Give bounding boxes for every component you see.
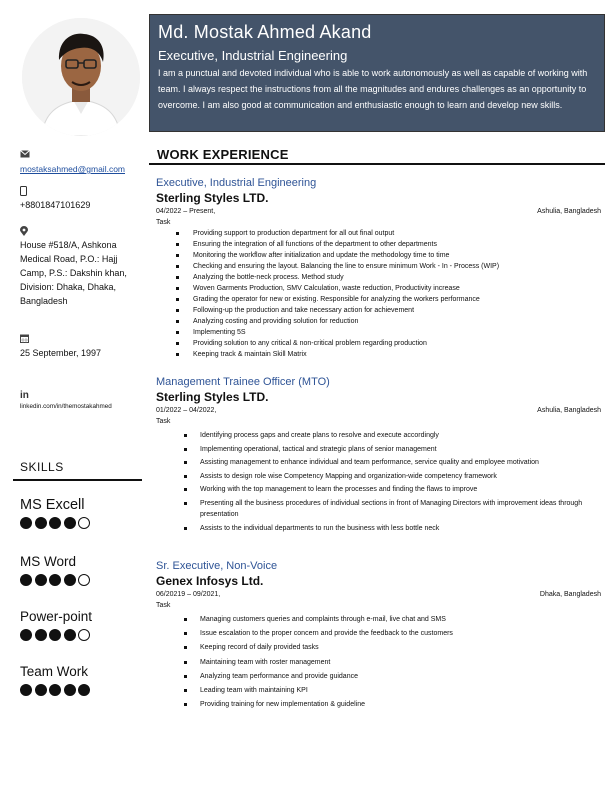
job-dateline — [156, 206, 601, 217]
task-item: Analyzing costing and providing solution for reduction — [156, 316, 601, 327]
envelope-icon — [20, 150, 144, 162]
rating-dot-filled — [20, 629, 32, 641]
job-location: Ashulia, Bangladesh — [537, 407, 601, 414]
rating-dot-filled — [49, 684, 61, 696]
rating-dot-empty — [78, 574, 90, 586]
rating-dot-filled — [64, 574, 76, 586]
email-link[interactable]: mostaksahmed@gmail.com — [20, 164, 125, 174]
task-item: Monitoring the workflow after initialization and update the methodology time to time — [156, 250, 601, 261]
rating-dot-filled — [20, 684, 32, 696]
job-dates: 01/2022 – 04/2022, — [156, 407, 217, 414]
contact-phone-block — [20, 186, 144, 212]
task-item: Managing customers queries and complaints through e-mail, live chat and SMS — [156, 614, 601, 625]
contact-address-block — [20, 226, 144, 308]
rating-dot-empty — [78, 629, 90, 641]
skill-name: Team Work — [20, 664, 89, 679]
linkedin-icon: in — [20, 390, 29, 401]
task-item: Following-up the production and take necessary action for achievement — [156, 305, 601, 316]
task-item: Providing training for new implementation & guideline — [156, 699, 601, 710]
contact-birthdate-block — [20, 334, 144, 360]
task-label: Task — [156, 219, 171, 226]
task-item: Maintaining team with roster management — [156, 657, 601, 668]
task-item: Woven Garments Production, SMV Calculation, waste reduction, Productivity increase — [156, 283, 601, 294]
postal-address: House #518/A, Ashkona Medical Road, P.O.: Hajj Camp, P.S.: Dakshin khan, Division: Dhaka, Dhaka, Bangladesh — [20, 240, 127, 306]
task-item: Implementing operational, tactical and strategic plans of senior management — [156, 444, 601, 455]
skill-item — [20, 497, 140, 529]
candidate-title: Executive, Industrial Engineering — [158, 48, 348, 63]
birth-date: 25 September, 1997 — [20, 348, 102, 358]
calendar-icon — [20, 334, 144, 346]
profile-photo — [22, 18, 140, 136]
rating-dot-filled — [20, 517, 32, 529]
task-label: Task — [156, 602, 171, 609]
skill-rating — [20, 574, 140, 586]
job-location: Dhaka, Bangladesh — [539, 591, 601, 598]
linkedin-url[interactable]: linkedin.com/in/themostakahmed — [20, 403, 112, 410]
job-dates: 04/2022 – Present, — [156, 208, 216, 215]
rating-dot-filled — [49, 629, 61, 641]
skills-heading: SKILLS — [20, 460, 64, 474]
job-dateline — [156, 405, 601, 416]
rating-dot-filled — [78, 684, 90, 696]
rating-dot-empty — [78, 517, 90, 529]
skill-rating — [20, 629, 140, 641]
rating-dot-filled — [20, 574, 32, 586]
task-item: Providing support to production department for all out final output — [156, 228, 601, 239]
candidate-name: Md. Mostak Ahmed Akand — [158, 22, 372, 42]
job-role: Executive, Industrial Engineering — [156, 177, 317, 189]
job-company: Sterling Styles LTD. — [156, 191, 269, 205]
rating-dot-filled — [35, 517, 47, 529]
task-item: Providing solution to any critical & non-critical problem regarding production — [156, 338, 601, 349]
skill-item — [20, 664, 140, 696]
job-dateline — [156, 589, 601, 600]
task-item: Identifying process gaps and create plans to resolve and execute accordingly — [156, 430, 601, 441]
task-item: Issue escalation to the proper concern and provide the feedback to the customers — [156, 628, 601, 639]
skill-rating — [20, 684, 140, 696]
phone-icon — [20, 186, 144, 198]
job-role: Management Trainee Officer (MTO) — [156, 376, 330, 388]
contact-email-block — [20, 150, 144, 176]
rating-dot-filled — [35, 629, 47, 641]
profile-summary: I am a punctual and devoted individual who is able to work autonomously as well as capable of working with team. I always respect the instructions from all the magnitudes and endures challenges as an opportunity to overcome. I am also good at communication and enthusiastic enough to learn and develop new skills. — [158, 68, 588, 110]
job-location: Ashulia, Bangladesh — [537, 208, 601, 215]
job-company: Genex Infosys Ltd. — [156, 574, 264, 588]
skill-item — [20, 554, 140, 586]
task-list — [156, 430, 601, 534]
skill-name: Power-point — [20, 609, 93, 624]
rating-dot-filled — [35, 574, 47, 586]
rating-dot-filled — [64, 684, 76, 696]
job-company: Sterling Styles LTD. — [156, 390, 269, 404]
task-label: Task — [156, 418, 171, 425]
header-banner — [149, 14, 605, 132]
rating-dot-filled — [64, 629, 76, 641]
work-experience-heading: WORK EXPERIENCE — [157, 147, 289, 162]
task-item: Assisting management to enhance individual and team performance, service quality and employee motivation — [156, 457, 601, 468]
job-entry — [156, 177, 601, 360]
task-list — [156, 228, 601, 360]
job-entry — [156, 376, 601, 536]
task-item: Implementing 5S — [156, 327, 601, 338]
task-item: Keeping track & maintain Skill Matrix — [156, 349, 601, 360]
task-item: Keeping record of daily provided tasks — [156, 642, 601, 653]
task-list — [156, 614, 601, 710]
phone-number: +8801847101629 — [20, 200, 91, 210]
task-item: Analyzing team performance and provide guidance — [156, 671, 601, 682]
work-experience-divider — [149, 163, 605, 165]
person-portrait-icon — [22, 18, 140, 136]
job-role: Sr. Executive, Non-Voice — [156, 560, 278, 572]
job-dates: 06/20219 – 09/2021, — [156, 591, 221, 598]
skill-name: MS Word — [20, 554, 77, 569]
rating-dot-filled — [64, 517, 76, 529]
rating-dot-filled — [49, 517, 61, 529]
rating-dot-filled — [49, 574, 61, 586]
task-item: Grading the operator for new or existing. Responsible for analyzing the workers performance — [156, 294, 601, 305]
skill-name: MS Excell — [20, 497, 85, 513]
task-item: Presenting all the business procedures of individual sections in front of Managing Directors with improvement ideas through presentation — [156, 498, 601, 520]
task-item: Assists to design role wise Competency Mapping and organization-wide competency framework — [156, 471, 601, 482]
task-item: Ensuring the integration of all functions of the department to other departments — [156, 239, 601, 250]
rating-dot-filled — [35, 684, 47, 696]
contact-linkedin-block — [20, 390, 144, 412]
task-item: Assists to the individual departments to run the business with less bottle neck — [156, 523, 601, 534]
task-item: Leading team with maintaining KPI — [156, 685, 601, 696]
task-item: Working with the top management to learn the processes and finding the flaws to improve — [156, 484, 601, 495]
skill-item — [20, 609, 140, 641]
task-item: Checking and ensuring the layout. Balancing the line to ensure minimum Work - In - Process (WIP) — [156, 261, 601, 272]
skill-rating — [20, 517, 140, 529]
skills-divider — [13, 479, 142, 481]
job-entry — [156, 560, 601, 713]
task-item: Analyzing the bottle-neck process. Method study — [156, 272, 601, 283]
location-pin-icon — [20, 226, 144, 238]
